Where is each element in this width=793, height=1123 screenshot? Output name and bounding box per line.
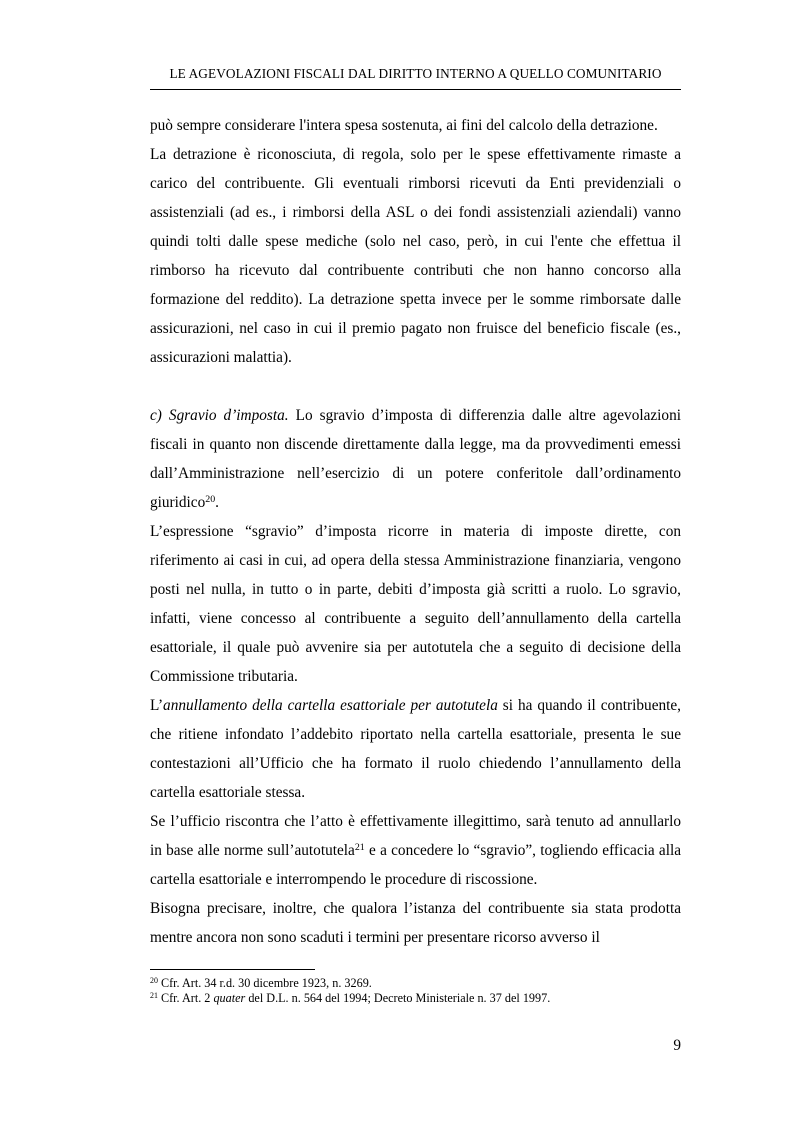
- header-rule: [150, 89, 681, 90]
- footnotes: [150, 976, 681, 1006]
- footnote-ref[interactable]: 21: [354, 841, 365, 853]
- main-text: [150, 111, 681, 952]
- footnote: $^{20}$ Cfr. Art. 34 r.d. 30 dicembre 1923, n. 3269.: [150, 975, 372, 990]
- footnote: $^{21}$ Cfr. Art. 2 quater del D.L. n. 564 del 1994; Decreto Ministeriale n. 37 del 1997.: [150, 990, 551, 1005]
- paragraph: può sempre considerare l'intera spesa sostenuta, ai fini del calcolo della detrazione.: [150, 117, 658, 134]
- page-number: 9: [673, 1037, 681, 1054]
- running-header: LE AGEVOLAZIONI FISCALI DAL DIRITTO INTERNO A QUELLO COMUNITARIO: [169, 66, 662, 81]
- paragraph: L’espressione “sgravio” d’imposta ricorre in materia di imposte dirette, con riferimento ai casi in cui, ad opera della stessa Amministrazione finanziaria, vengono posti nel nulla, in tutto o in parte, debiti d’imposta già scritti a ruolo. Lo sgravio, infatti, viene concesso al contribuente a seguito dell’annullamento della cartella esattoriale, il quale può avvenire sia per autotutela che a seguito di decisione della Commissione tributaria.: [150, 523, 681, 685]
- paragraph: Bisogna precisare, inoltre, che qualora l’istanza del contribuente sia stata prodotta mentre ancora non sono scaduti i termini per presentare ricorso avverso il: [150, 900, 681, 946]
- paragraph: La detrazione è riconosciuta, di regola, solo per le spese effettivamente rimaste a carico del contribuente. Gli eventuali rimborsi ricevuti da Enti previdenziali o assistenziali (ad es., i rimborsi della ASL o dei fondi assistenziali aziendali) vanno quindi tolti dalle spese mediche (solo nel caso, però, in cui l'ente che effettua il rimborso ha ricevuto dal contribuente contributi che non hanno concorso alla formazione del reddito). La detrazione spetta invece per le somme rimborsate dalle assicurazioni, nel caso in cui il premio pagato non fruisce del beneficio fiscale (es., assicurazioni malattia).: [150, 146, 681, 366]
- footnote-rule: [150, 969, 315, 970]
- paragraph: L’annullamento della cartella esattoriale per autotutela si ha quando il contribuente, che ritiene infondato l’addebito riportato nella cartella esattoriale, presenta le sue contestazioni all’Ufficio che ha formato il ruolo chiedendo l’annullamento della cartella esattoriale stessa.: [150, 697, 682, 801]
- paragraph-sgravio: c) Sgravio d’imposta. Lo sgravio d’imposta di differenzia dalle altre agevolazioni fiscali in quanto non discende direttamente dalla legge, ma da provvedimenti emessi dall’Amministrazione nell’esercizio di un potere conferitole dall’ordinamento giuridico$^{20}$.: [150, 407, 681, 511]
- section-heading: c) Sgravio d’imposta.: [150, 407, 289, 424]
- emphasis: annullamento della cartella esattoriale per autotutela: [163, 697, 498, 714]
- paragraph: Se l’ufficio riscontra che l’atto è effettivamente illegittimo, sarà tenuto ad annullarlo in base alle norme sull’autotutela$^{21}$ e a concedere lo “sgravio”, togliendo efficacia alla cartella esattoriale e interrompendo le procedure di riscossione.: [150, 813, 681, 888]
- footnote-ref[interactable]: 20: [205, 493, 216, 505]
